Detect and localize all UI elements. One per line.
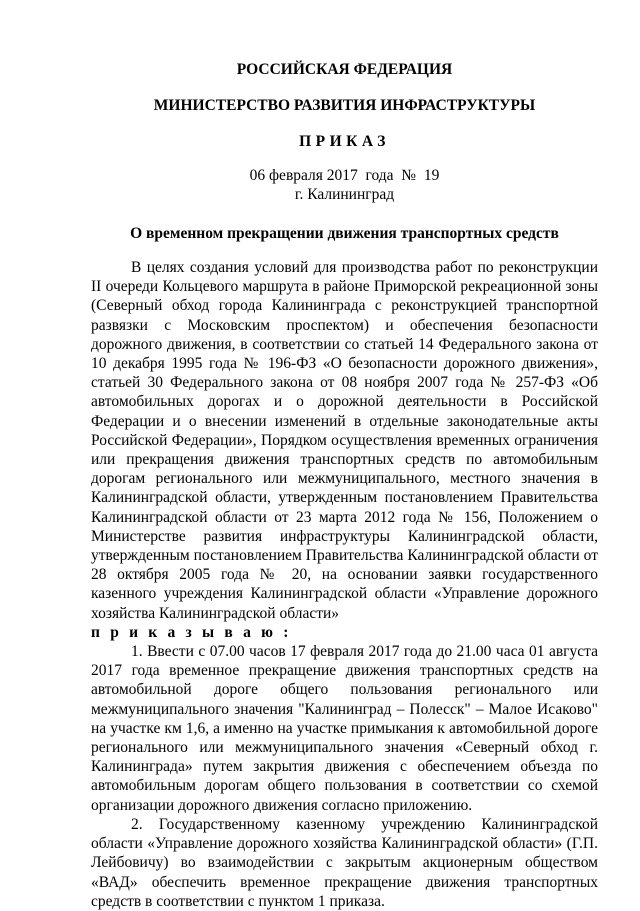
preamble-text: В целях создания условий для производства работ по реконструкции II очереди Кольцевого маршрута в районе Приморской рекреационной зоны (Северный обход города Калининграда с реконструкцией транспортной развязки с Московским проспектом) и обеспечения безопасности дорожного движения, в соответствии со статьей 14 Федерального закона от 10 декабря 1995 года № 196-ФЗ «О безопасности дорожного движения», статьей 30 Федерального закона от 08 ноября 2007 года № 257-ФЗ «Об автомобильных дорогах и о дорожной деятельности в Российской Федерации и о внесении изменений в отдельные законодательные акты Российской Федерации», Порядком осуществления временных ограничения или прекращения движения транспортных средств по автомобильным дорогам регионального или межмуниципального, местного значения в Калининградской области, утвержденным постановлением Правительства Калининградской области от 23 марта 2012 года № 156, Положением о Министерстве развития инфраструктуры Калининградской области, утвержденным постановлением Правительства Калининградской области от 28 октября 2005 года № 20, на основании заявки государственного казенного учреждения Калининградской области «Управление дорожного хозяйства Калининградской области» bbox=[91, 259, 598, 622]
ministry-heading: МИНИСТЕРСТВО РАЗВИТИЯ ИНФРАСТРУКТУРЫ bbox=[153, 97, 536, 114]
doc-type-heading: ПРИКАЗ bbox=[299, 133, 390, 150]
preamble-paragraph bbox=[91, 258, 598, 642]
city-line: г. Калининград bbox=[294, 186, 395, 203]
document-page bbox=[91, 56, 598, 911]
item-2-paragraph: 2. Государственному казенному учреждению Калининградской области «Управление дорожного хозяйства Калининградской области» (Г.П. Лейбовичу) во взаимодействии с закрытым акционерным обществом «ВАД» обеспечить временное прекращение движения транспортных средств в соответствии с пунктом 1 приказа. bbox=[91, 815, 598, 910]
date-line: 06 февраля 2017 года № 19 bbox=[249, 167, 440, 184]
item-1-paragraph: 1. Ввести с 07.00 часов 17 февраля 2017 года до 21.00 часа 01 августа 2017 года временное прекращение движения транспортных средств на автомобильной дороге общего пользования регионального или межмуниципального значения "Калининград – Полесск" – Малое Исаково" на участке км 1,6, а именно на участке примыкания к автомобильной дороге регионального или межмуниципального значения «Северный обход г. Калининграда» путем закрытия движения с обеспечением объезда по автомобильным дорогам общего пользования в соответствии со схемой организации дорожного движения согласно приложению. bbox=[91, 643, 598, 814]
country-heading: РОССИЙСКАЯ ФЕДЕРАЦИЯ bbox=[236, 61, 453, 78]
document-body bbox=[91, 258, 598, 911]
subject-heading: О временном прекращении движения транспортных средств bbox=[130, 225, 559, 242]
order-word: п р и к а з ы в а ю : bbox=[91, 623, 292, 641]
